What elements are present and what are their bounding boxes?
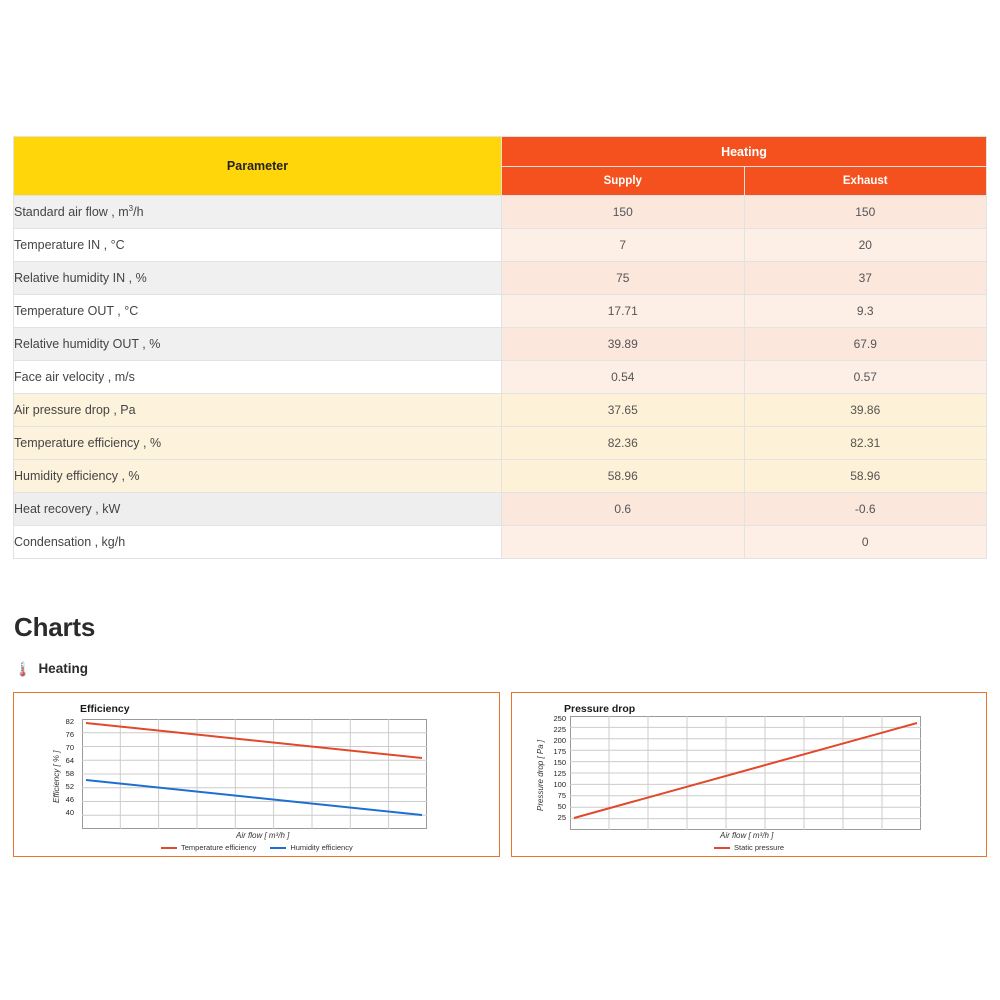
- chart-title-pressure: Pressure drop: [564, 703, 636, 715]
- row-exhaust-value: -0.6: [744, 493, 987, 526]
- row-label: Air pressure drop , Pa: [14, 394, 502, 427]
- chart-xlabel-pressure: Air flow [ m³/h ]: [720, 831, 774, 840]
- row-supply-value: 58.96: [502, 460, 745, 493]
- legend-label: Humidity efficiency: [290, 843, 353, 852]
- chart-legend-efficiency: [161, 843, 353, 852]
- legend-swatch-icon: [270, 847, 286, 849]
- ytick: 76: [65, 730, 74, 739]
- row-exhaust-value: 39.86: [744, 394, 987, 427]
- row-exhaust-value: 58.96: [744, 460, 987, 493]
- ytick: 58: [65, 769, 74, 778]
- row-supply-value: [502, 526, 745, 559]
- table-row: [14, 394, 987, 427]
- row-label: Relative humidity IN , %: [14, 262, 502, 295]
- row-label: Humidity efficiency , %: [14, 460, 502, 493]
- ytick: 40: [65, 808, 74, 817]
- row-supply-value: 75: [502, 262, 745, 295]
- spec-table-wrapper: [13, 136, 987, 559]
- legend-item: [161, 843, 256, 852]
- row-exhaust-value: 150: [744, 196, 987, 229]
- legend-swatch-icon: [714, 847, 730, 849]
- chart-legend-pressure: [714, 843, 784, 852]
- row-label: Heat recovery , kW: [14, 493, 502, 526]
- row-exhaust-value: 82.31: [744, 427, 987, 460]
- ytick: 75: [557, 791, 566, 800]
- table-row: [14, 295, 987, 328]
- ytick: 225: [553, 725, 566, 734]
- row-exhaust-value: 0.57: [744, 361, 987, 394]
- table-body: [14, 196, 987, 559]
- charts-mode-row: [14, 661, 88, 676]
- chart-xlabel-efficiency: Air flow [ m³/h ]: [236, 831, 290, 840]
- legend-item: [270, 843, 352, 852]
- table-header: [14, 137, 987, 196]
- header-exhaust: Exhaust: [744, 167, 987, 196]
- ytick: 70: [65, 743, 74, 752]
- row-supply-value: 0.6: [502, 493, 745, 526]
- legend-item: [714, 843, 784, 852]
- ytick: 200: [553, 736, 566, 745]
- charts-mode-label: Heating: [38, 661, 88, 676]
- table-row: [14, 229, 987, 262]
- table-row: [14, 427, 987, 460]
- table-row: [14, 196, 987, 229]
- row-label: Relative humidity OUT , %: [14, 328, 502, 361]
- table-header-row-1: [14, 137, 987, 167]
- row-exhaust-value: 0: [744, 526, 987, 559]
- header-parameter: Parameter: [14, 137, 502, 196]
- row-supply-value: 39.89: [502, 328, 745, 361]
- chart-ylabel-efficiency: Efficiency [ % ]: [52, 750, 61, 803]
- chart-card-pressure: [511, 692, 987, 857]
- row-label: Face air velocity , m/s: [14, 361, 502, 394]
- row-exhaust-value: 20: [744, 229, 987, 262]
- row-exhaust-value: 37: [744, 262, 987, 295]
- legend-swatch-icon: [161, 847, 177, 849]
- chart-plot-pressure: [570, 716, 921, 830]
- table-row: [14, 328, 987, 361]
- table-row: [14, 493, 987, 526]
- ytick: 150: [553, 758, 566, 767]
- chart-title-efficiency: Efficiency: [80, 703, 130, 715]
- header-supply: Supply: [502, 167, 745, 196]
- row-supply-value: 7: [502, 229, 745, 262]
- ytick: 125: [553, 769, 566, 778]
- row-supply-value: 150: [502, 196, 745, 229]
- ytick: 100: [553, 780, 566, 789]
- row-supply-value: 37.65: [502, 394, 745, 427]
- row-label: Temperature efficiency , %: [14, 427, 502, 460]
- row-label: Temperature OUT , °C: [14, 295, 502, 328]
- row-exhaust-value: 67.9: [744, 328, 987, 361]
- chart-ylabel-pressure: Pressure drop [ Pa ]: [536, 739, 545, 811]
- table-row: [14, 361, 987, 394]
- thermometer-sun-icon: 🌡️: [14, 660, 32, 677]
- ytick: 25: [557, 813, 566, 822]
- ytick: 52: [65, 782, 74, 791]
- row-exhaust-value: 9.3: [744, 295, 987, 328]
- row-supply-value: 17.71: [502, 295, 745, 328]
- row-supply-value: 82.36: [502, 427, 745, 460]
- table-row: [14, 262, 987, 295]
- ytick: 250: [553, 714, 566, 723]
- ytick: 175: [553, 747, 566, 756]
- charts-section-title: Charts: [14, 612, 96, 642]
- ytick: 50: [557, 802, 566, 811]
- chart-plot-efficiency: [82, 719, 427, 829]
- ytick: 64: [65, 756, 74, 765]
- ytick: 82: [65, 717, 74, 726]
- ytick: 46: [65, 795, 74, 804]
- chart-card-efficiency: [13, 692, 500, 857]
- table-row: [14, 526, 987, 559]
- legend-label: Static pressure: [734, 843, 785, 852]
- spec-table: [13, 136, 987, 559]
- legend-label: Temperature efficiency: [181, 843, 257, 852]
- row-label: Condensation , kg/h: [14, 526, 502, 559]
- header-mode-heating: Heating: [502, 137, 987, 167]
- row-supply-value: 0.54: [502, 361, 745, 394]
- row-label: Temperature IN , °C: [14, 229, 502, 262]
- row-label: Standard air flow , $m^3/h$: [14, 196, 502, 229]
- table-row: [14, 460, 987, 493]
